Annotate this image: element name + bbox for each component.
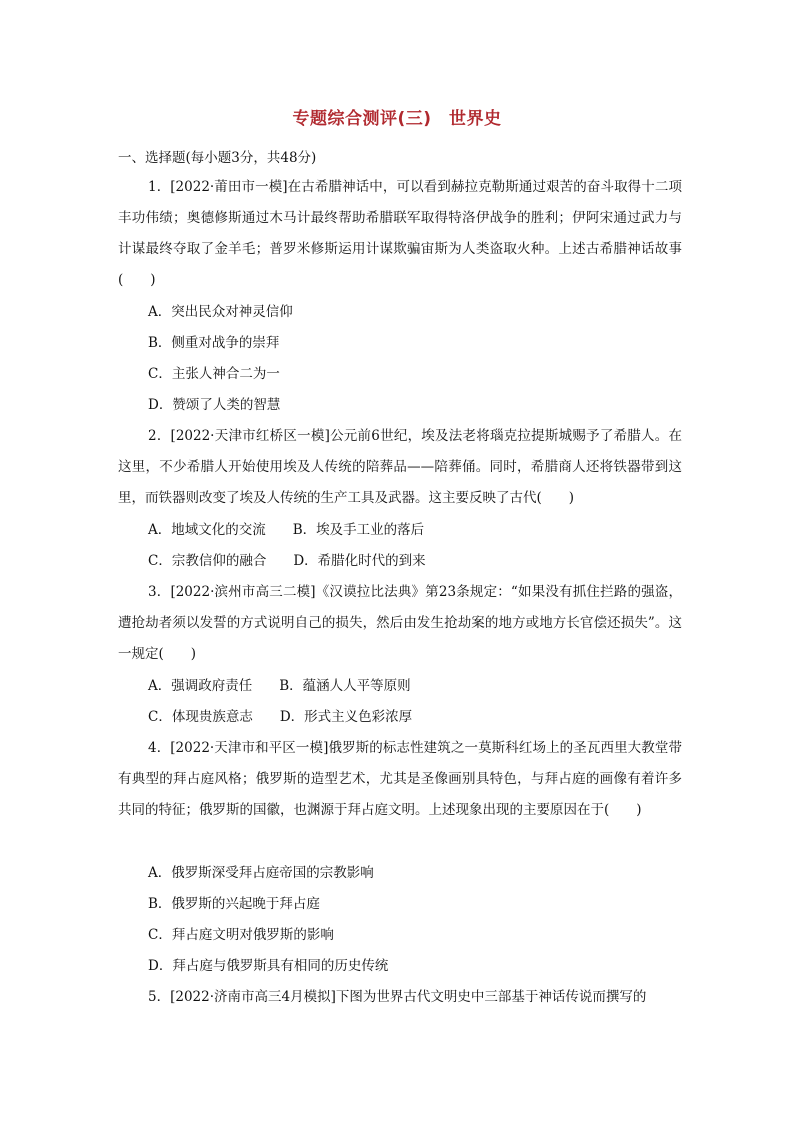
question-4-option-c: C．拜占庭文明对俄罗斯的影响 xyxy=(148,927,334,943)
section-heading: 一、选择题(每小题3分，共48分) xyxy=(118,150,317,166)
question-4-option-d: D．拜占庭与俄罗斯具有相同的历史传统 xyxy=(148,958,389,974)
question-4-stem: 4．[2022·天津市和平区一模]俄罗斯的标志性建筑之一莫斯科红场上的圣瓦西里大教堂带有典型的拜占庭风格；俄罗斯的造型艺术，尤其是圣像画别具特色，与拜占庭的画像有着许多共同的特征；俄罗斯的国徽，也渊源于拜占庭文明。上述现象出现的主要原因在于( ) xyxy=(118,740,682,818)
question-1-option-d: D．赞颂了人类的智慧 xyxy=(148,397,281,413)
question-1-stem: 1．[2022·莆田市一模]在古希腊神话中，可以看到赫拉克勒斯通过艰苦的奋斗取得十二项丰功伟绩；奥德修斯通过木马计最终帮助希腊联军取得特洛伊战争的胜利；伊阿宋通过武力与计谋最终夺取了金羊毛；普罗米修斯运用计谋欺骗宙斯为人类盗取火种。上述古希腊神话故事( ) xyxy=(118,179,682,288)
question-4-option-b: B．俄罗斯的兴起晚于拜占庭 xyxy=(148,896,320,912)
question-1-option-a: A．突出民众对神灵信仰 xyxy=(148,304,293,320)
question-1-option-c: C．主张人神合二为一 xyxy=(148,366,280,382)
question-3-options-row-2: C．体现贵族意志 D．形式主义色彩浓厚 xyxy=(148,709,413,725)
question-2-options-row-2: C．宗教信仰的融合 D．希腊化时代的到来 xyxy=(148,553,426,569)
question-2-options-row-1: A．地域文化的交流 B．埃及手工业的落后 xyxy=(148,522,425,538)
question-4-option-a: A．俄罗斯深受拜占庭帝国的宗教影响 xyxy=(148,865,374,881)
page-title: 专题综合测评(三) 世界史 xyxy=(292,109,502,129)
question-5-stem: 5．[2022·济南市高三4月模拟]下图为世界古代文明史中三部基于神话传说而撰写的 xyxy=(148,989,647,1005)
question-2-stem: 2．[2022·天津市红桥区一模]公元前6世纪，埃及法老将瑙克拉提斯城赐予了希腊人。在这里，不少希腊人开始使用埃及人传统的陪葬品——陪葬俑。同时，希腊商人还将铁器带到这里，而铁器则改变了埃及人传统的生产工具及武器。这主要反映了古代( ) xyxy=(118,428,682,506)
question-1-option-b: B．侧重对战争的崇拜 xyxy=(148,335,280,351)
question-3-stem: 3．[2022·滨州市高三二模]《汉谟拉比法典》第23条规定：“如果没有抓住拦路的强盗，遭抢劫者须以发誓的方式说明自己的损失，然后由发生抢劫案的地方或地方长官偿还损失”。这一规定( ) xyxy=(118,584,682,662)
question-3-options-row-1: A．强调政府责任 B．蕴涵人人平等原则 xyxy=(148,678,411,694)
